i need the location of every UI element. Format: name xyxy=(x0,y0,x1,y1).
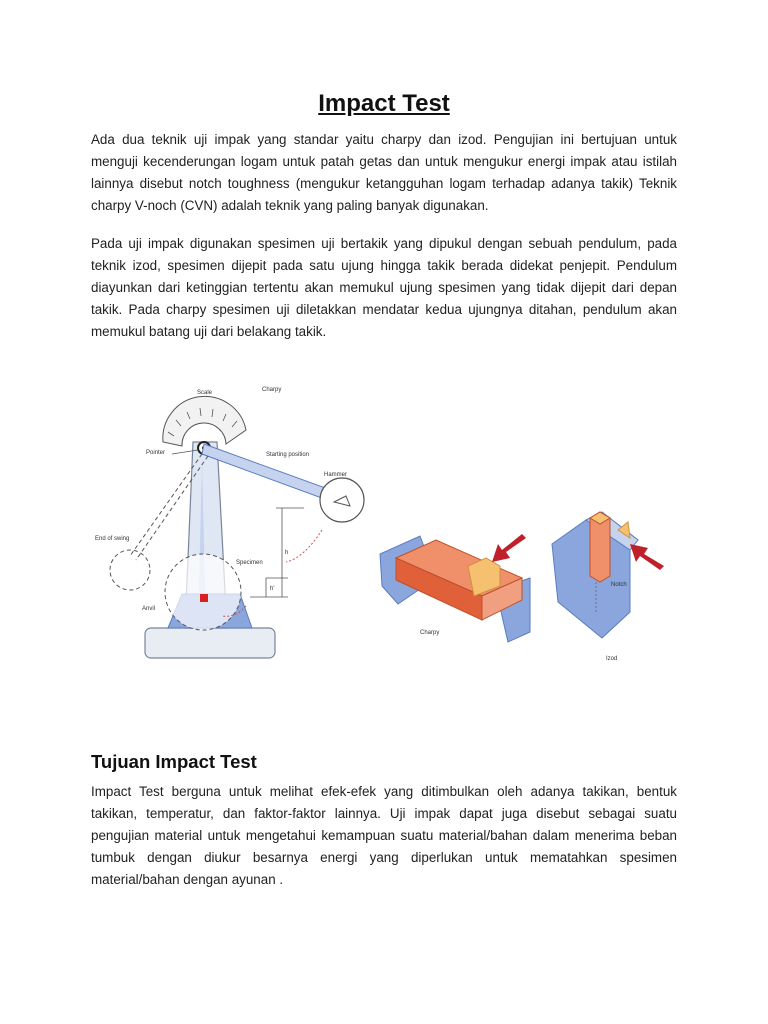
label-starting-position: Starting position xyxy=(266,452,310,458)
specimen-icon xyxy=(200,594,208,602)
label-notch: Notch xyxy=(611,582,627,588)
charpy-specimen-diagram xyxy=(380,534,530,642)
charpy-arrow-icon xyxy=(492,534,526,562)
label-anvil: Anvil xyxy=(142,606,156,612)
section-heading: Tujuan Impact Test xyxy=(91,751,257,772)
machine-base xyxy=(145,628,275,658)
label-specimen: Specimen xyxy=(236,560,263,566)
swing-path-circle xyxy=(165,554,241,630)
izod-arrow-icon xyxy=(630,544,664,570)
label-scale: Scale xyxy=(197,390,213,396)
end-of-swing-hammer xyxy=(110,550,150,590)
label-pointer: Pointer xyxy=(146,450,166,456)
label-izod-caption: Izod xyxy=(606,656,618,662)
label-charpy-top: Charpy xyxy=(262,387,282,393)
scale-arc xyxy=(163,396,246,446)
impact-test-figure xyxy=(90,372,680,667)
label-charpy-caption: Charpy xyxy=(420,630,440,636)
izod-specimen-diagram xyxy=(552,512,664,662)
page-title: Impact Test xyxy=(318,90,450,117)
paragraph-method: Pada uji impak digunakan spesimen uji bertakik yang dipukul dengan sebuah pendulum, pada teknik izod, spesimen dijepit pada satu ujung hingga takik berada didekat penjepit. Pendulum diayunkan dari ketinggian tertentu akan memukul ujung spesimen yang tidak dijepit dari depan takik. Pada charpy spesimen uji diletakkan mendatar kedua ujungnya ditahan, pendulum akan memukul batang uji dari belakang takik. xyxy=(91,236,677,339)
paragraph-purpose: Impact Test berguna untuk melihat efek-efek yang ditimbulkan oleh adanya takikan, bentuk takikan, temperatur, dan faktor-faktor lainnya. Uji impak dapat juga disebut sebagai suatu pengujian material untuk mengetahui kemampuan suatu material/bahan dalam menerima beban tumbuk dengan diukur besarnya energi yang diperlukan untuk mematahkan spesimen material/bahan dengan ayunan . xyxy=(91,784,677,887)
label-hammer: Hammer xyxy=(324,472,348,478)
paragraph-intro: Ada dua teknik uji impak yang standar yaitu charpy dan izod. Pengujian ini bertujuan untuk menguji kecenderungan logam untuk patah getas dan untuk mengukur energi impak atau istilah lainnya disebut notch toughness (mengukur ketangguhan logam terhadap adanya takik) Teknik charpy V-noch (CVN) adalah teknik yang paling banyak digunakan. xyxy=(91,132,677,213)
label-h-prime: h' xyxy=(270,586,275,592)
label-end-of-swing: End of swing xyxy=(95,536,130,542)
label-h: h xyxy=(285,550,289,556)
